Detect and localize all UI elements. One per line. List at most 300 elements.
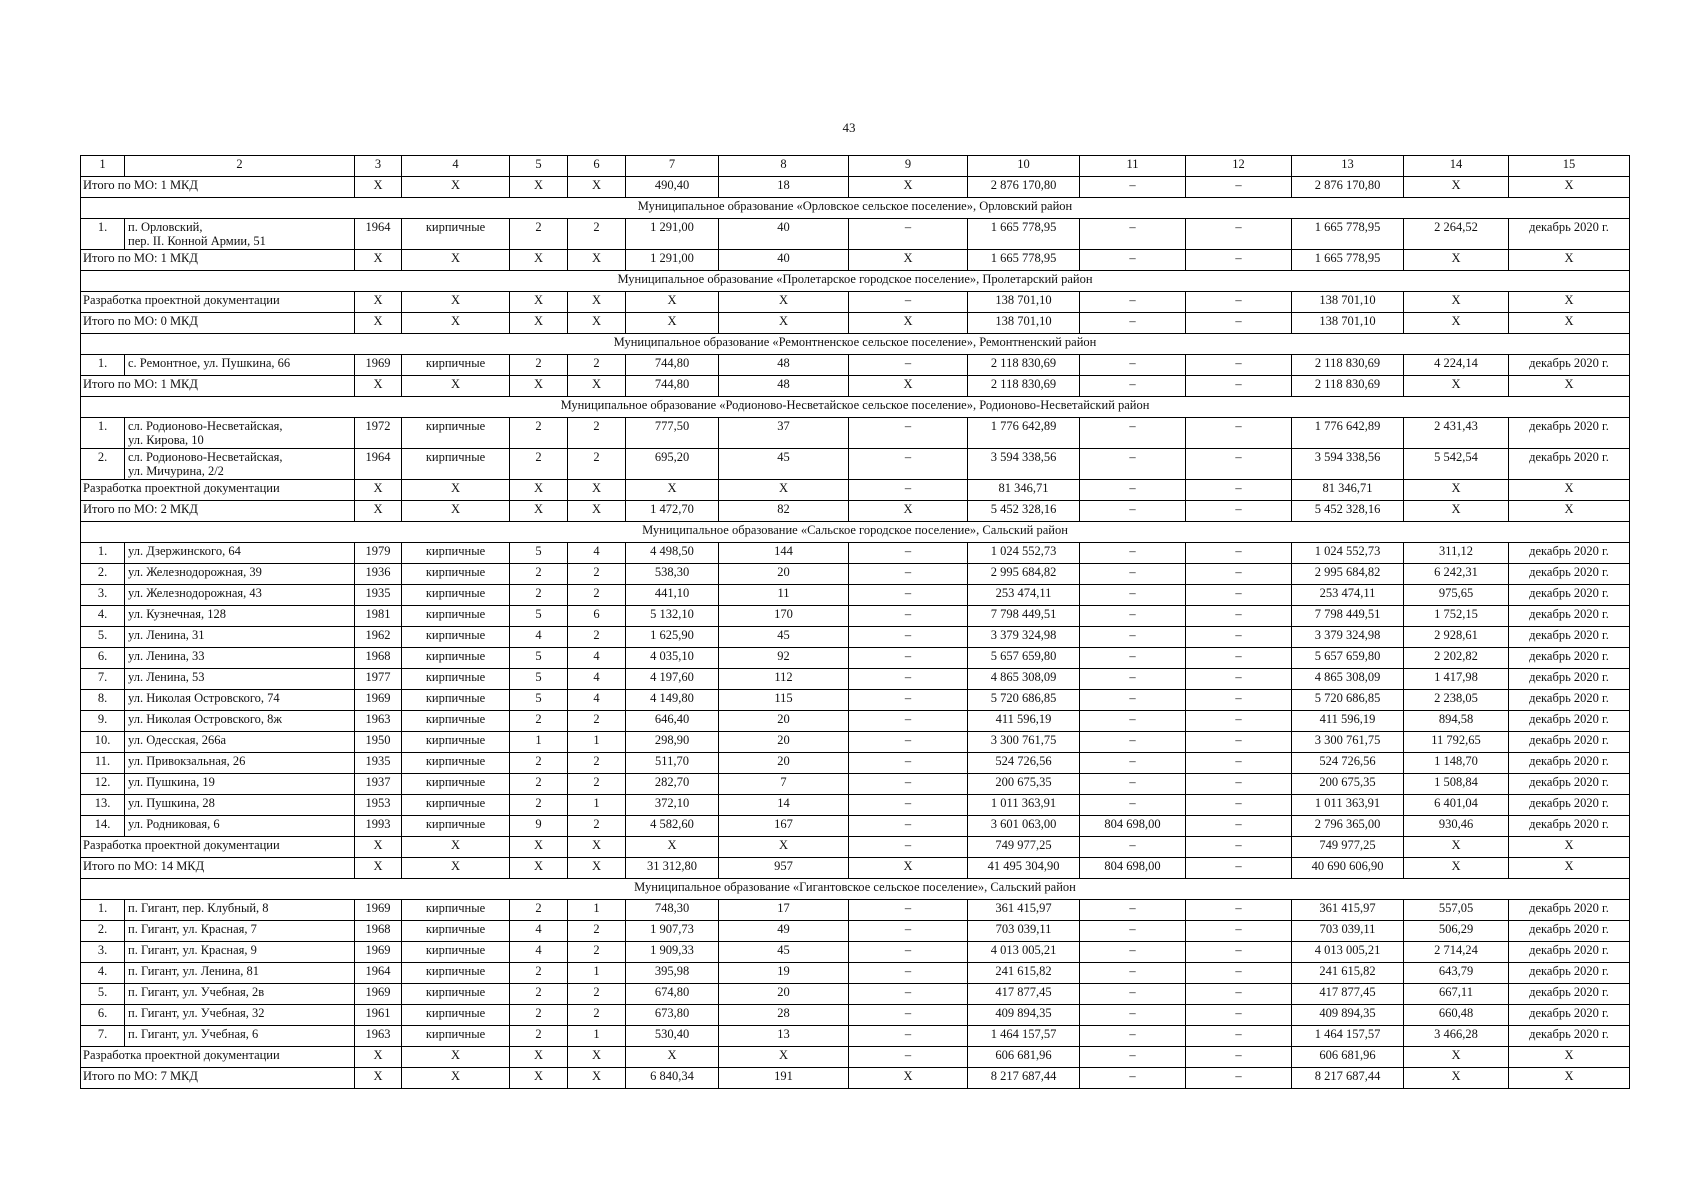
table-cell: –	[849, 921, 968, 942]
row-number-cell: 11.	[81, 753, 125, 774]
table-cell: кирпичные	[402, 606, 510, 627]
table-cell: 646,40	[626, 711, 719, 732]
table-cell: Х	[1509, 501, 1630, 522]
table-cell: Х	[510, 837, 568, 858]
table-cell: 40	[719, 219, 849, 250]
table-cell: 372,10	[626, 795, 719, 816]
table-cell: –	[1080, 774, 1186, 795]
table-cell: Х	[510, 858, 568, 879]
table-cell: –	[849, 984, 968, 1005]
table-cell: 138 701,10	[1292, 313, 1404, 334]
table-cell: –	[1080, 963, 1186, 984]
column-number-cell: 9	[849, 156, 968, 177]
table-cell: –	[1186, 732, 1292, 753]
table-cell: 253 474,11	[1292, 585, 1404, 606]
table-cell: 557,05	[1404, 900, 1509, 921]
table-cell: –	[849, 690, 968, 711]
table-cell: –	[849, 1026, 968, 1047]
table-cell: –	[849, 711, 968, 732]
table-cell: –	[1080, 921, 1186, 942]
table-cell: 7 798 449,51	[968, 606, 1080, 627]
table-row	[81, 564, 1630, 585]
table-cell: –	[849, 219, 968, 250]
table-cell: декабрь 2020 г.	[1509, 418, 1630, 449]
total-row	[81, 376, 1630, 397]
table-cell: 2	[568, 355, 626, 376]
table-cell: –	[1186, 1026, 1292, 1047]
address-line: ул. Дзержинского, 64	[128, 544, 241, 558]
column-number-cell: 15	[1509, 156, 1630, 177]
table-cell: 11 792,65	[1404, 732, 1509, 753]
table-cell: 2	[510, 963, 568, 984]
table-cell: 417 877,45	[1292, 984, 1404, 1005]
table-cell: кирпичные	[402, 774, 510, 795]
table-cell: 4 224,14	[1404, 355, 1509, 376]
table-cell: 3 379 324,98	[1292, 627, 1404, 648]
table-cell: Х	[402, 501, 510, 522]
address-cell	[125, 585, 355, 606]
table-cell: –	[1080, 690, 1186, 711]
table-cell: кирпичные	[402, 627, 510, 648]
table-cell: 1936	[355, 564, 402, 585]
table-cell: декабрь 2020 г.	[1509, 711, 1630, 732]
table-cell: Х	[1404, 376, 1509, 397]
table-cell: 749 977,25	[1292, 837, 1404, 858]
table-cell: кирпичные	[402, 711, 510, 732]
table-cell: 804 698,00	[1080, 858, 1186, 879]
table-cell: 511,70	[626, 753, 719, 774]
table-cell: 1964	[355, 449, 402, 480]
table-cell: –	[1080, 900, 1186, 921]
table-cell: 7 798 449,51	[1292, 606, 1404, 627]
table-cell: 3 466,28	[1404, 1026, 1509, 1047]
table-cell: 1950	[355, 732, 402, 753]
table-cell: 4	[568, 690, 626, 711]
table-cell: –	[1080, 1005, 1186, 1026]
table-row	[81, 690, 1630, 711]
address-line: ул. Николая Островского, 74	[128, 691, 280, 705]
table-cell: 2	[568, 774, 626, 795]
table-cell: 2 202,82	[1404, 648, 1509, 669]
table-cell: Х	[568, 376, 626, 397]
table-cell: 6 840,34	[626, 1068, 719, 1089]
table-cell: –	[849, 1005, 968, 1026]
table-cell: декабрь 2020 г.	[1509, 627, 1630, 648]
table-cell: 8 217 687,44	[968, 1068, 1080, 1089]
table-cell: кирпичные	[402, 732, 510, 753]
table-cell: 1 909,33	[626, 942, 719, 963]
table-cell: 1 907,73	[626, 921, 719, 942]
table-cell: 40 690 606,90	[1292, 858, 1404, 879]
table-cell: декабрь 2020 г.	[1509, 648, 1630, 669]
table-cell: 2 118 830,69	[1292, 376, 1404, 397]
table-cell: 200 675,35	[968, 774, 1080, 795]
table-cell: –	[849, 837, 968, 858]
table-cell: кирпичные	[402, 795, 510, 816]
table-cell: –	[1186, 963, 1292, 984]
table-cell: 1969	[355, 690, 402, 711]
table-cell: 14	[719, 795, 849, 816]
table-cell: 1 464 157,57	[968, 1026, 1080, 1047]
table-cell: Х	[568, 250, 626, 271]
address-cell	[125, 816, 355, 837]
table-cell: –	[1186, 858, 1292, 879]
table-cell: Х	[355, 250, 402, 271]
table-cell: 538,30	[626, 564, 719, 585]
address-line: ул. Мичурина, 2/2	[128, 464, 224, 478]
address-cell	[125, 669, 355, 690]
table-cell: –	[1080, 732, 1186, 753]
section-title-cell: Муниципальное образование «Родионово-Несветайское сельское поселение», Родионово-Несветайский район	[81, 397, 1630, 418]
address-cell	[125, 543, 355, 564]
table-cell: –	[1186, 774, 1292, 795]
table-cell: –	[1080, 648, 1186, 669]
table-cell: Х	[1404, 858, 1509, 879]
total-label-cell: Разработка проектной документации	[81, 837, 355, 858]
table-cell: кирпичные	[402, 690, 510, 711]
table-cell: –	[1080, 177, 1186, 198]
table-cell: Х	[719, 313, 849, 334]
table-cell: 2	[568, 816, 626, 837]
table-cell: 6	[568, 606, 626, 627]
table-cell: 1968	[355, 648, 402, 669]
total-row	[81, 292, 1630, 313]
total-row	[81, 1047, 1630, 1068]
table-cell: Х	[402, 376, 510, 397]
table-cell: 1 464 157,57	[1292, 1026, 1404, 1047]
table-row	[81, 753, 1630, 774]
table-cell: декабрь 2020 г.	[1509, 1005, 1630, 1026]
table-cell: –	[1186, 606, 1292, 627]
table-cell: 82	[719, 501, 849, 522]
table-cell: кирпичные	[402, 921, 510, 942]
table-cell: 703 039,11	[1292, 921, 1404, 942]
table-cell: 441,10	[626, 585, 719, 606]
table-cell: Х	[355, 376, 402, 397]
table-cell: Х	[1404, 1047, 1509, 1068]
table-cell: Х	[1404, 177, 1509, 198]
table-cell: 2 118 830,69	[968, 355, 1080, 376]
table-cell: Х	[355, 1047, 402, 1068]
table-cell: 2	[568, 921, 626, 942]
table-cell: 4	[568, 543, 626, 564]
address-line: ул. Ленина, 31	[128, 628, 205, 642]
address-line: ул. Родниковая, 6	[128, 817, 220, 831]
table-cell: Х	[510, 480, 568, 501]
table-cell: 1969	[355, 355, 402, 376]
table-cell: –	[1080, 313, 1186, 334]
municipality-section-row	[81, 198, 1630, 219]
table-cell: Х	[626, 1047, 719, 1068]
table-cell: 1963	[355, 1026, 402, 1047]
table-cell: 667,11	[1404, 984, 1509, 1005]
table-cell: Х	[626, 480, 719, 501]
table-cell: –	[1080, 376, 1186, 397]
address-line: п. Гигант, ул. Учебная, 2в	[128, 985, 265, 999]
table-cell: 3 594 338,56	[968, 449, 1080, 480]
address-cell	[125, 627, 355, 648]
table-cell: 3 300 761,75	[968, 732, 1080, 753]
table-cell: 2	[510, 564, 568, 585]
table-cell: кирпичные	[402, 449, 510, 480]
table-body	[81, 156, 1630, 1089]
address-line: сл. Родионово-Несветайская,	[128, 419, 283, 433]
address-line: п. Орловский,	[128, 220, 203, 234]
total-row	[81, 837, 1630, 858]
total-row	[81, 313, 1630, 334]
table-cell: Х	[1509, 177, 1630, 198]
table-cell: –	[1186, 292, 1292, 313]
address-cell	[125, 774, 355, 795]
table-cell: –	[1080, 585, 1186, 606]
table-cell: декабрь 2020 г.	[1509, 606, 1630, 627]
table-cell: 5 452 328,16	[968, 501, 1080, 522]
table-row	[81, 585, 1630, 606]
table-cell: –	[1186, 355, 1292, 376]
address-cell	[125, 1005, 355, 1026]
table-cell: Х	[1509, 376, 1630, 397]
table-row	[81, 984, 1630, 1005]
table-cell: –	[1080, 449, 1186, 480]
table-cell: –	[849, 648, 968, 669]
table-cell: 4 498,50	[626, 543, 719, 564]
column-number-cell: 7	[626, 156, 719, 177]
table-cell: 744,80	[626, 376, 719, 397]
total-label-cell: Итого по МО: 14 МКД	[81, 858, 355, 879]
table-cell: 894,58	[1404, 711, 1509, 732]
table-cell: –	[1186, 627, 1292, 648]
section-title-cell: Муниципальное образование «Ремонтненское сельское поселение», Ремонтненский район	[81, 334, 1630, 355]
section-title-cell: Муниципальное образование «Гигантовское сельское поселение», Сальский район	[81, 879, 1630, 900]
table-cell: 957	[719, 858, 849, 879]
table-cell: 409 894,35	[968, 1005, 1080, 1026]
table-cell: 2	[510, 585, 568, 606]
table-cell: –	[1080, 837, 1186, 858]
column-number-cell: 11	[1080, 156, 1186, 177]
table-cell: –	[1186, 480, 1292, 501]
table-cell: 5 720 686,85	[1292, 690, 1404, 711]
table-cell: Х	[355, 177, 402, 198]
table-cell: –	[1080, 1068, 1186, 1089]
table-cell: 18	[719, 177, 849, 198]
table-row	[81, 606, 1630, 627]
row-number-cell: 6.	[81, 1005, 125, 1026]
table-cell: –	[1186, 648, 1292, 669]
table-cell: Х	[1509, 250, 1630, 271]
table-cell: 2	[510, 1026, 568, 1047]
table-cell: 409 894,35	[1292, 1005, 1404, 1026]
table-cell: –	[849, 774, 968, 795]
table-cell: –	[1080, 627, 1186, 648]
table-cell: –	[849, 669, 968, 690]
table-cell: Х	[849, 177, 968, 198]
table-cell: 606 681,96	[968, 1047, 1080, 1068]
table-cell: 31 312,80	[626, 858, 719, 879]
table-cell: –	[1080, 480, 1186, 501]
table-cell: 19	[719, 963, 849, 984]
table-cell: кирпичные	[402, 984, 510, 1005]
table-cell: кирпичные	[402, 1026, 510, 1047]
table-cell: Х	[849, 313, 968, 334]
table-cell: –	[1186, 219, 1292, 250]
table-cell: 2 238,05	[1404, 690, 1509, 711]
table-row	[81, 942, 1630, 963]
table-cell: 3 300 761,75	[1292, 732, 1404, 753]
table-cell: –	[1186, 711, 1292, 732]
table-cell: 170	[719, 606, 849, 627]
table-cell: 2	[568, 585, 626, 606]
table-cell: Х	[849, 501, 968, 522]
address-line: п. Гигант, пер. Клубный, 8	[128, 901, 269, 915]
table-cell: 1	[568, 732, 626, 753]
table-cell: 138 701,10	[968, 292, 1080, 313]
table-row	[81, 1026, 1630, 1047]
table-cell: кирпичные	[402, 900, 510, 921]
table-cell: 1 291,00	[626, 219, 719, 250]
table-cell: декабрь 2020 г.	[1509, 1026, 1630, 1047]
table-cell: 5 542,54	[1404, 449, 1509, 480]
table-cell: 112	[719, 669, 849, 690]
column-number-cell: 13	[1292, 156, 1404, 177]
table-cell: –	[1186, 585, 1292, 606]
table-cell: 1	[568, 900, 626, 921]
table-cell: 2	[510, 418, 568, 449]
row-number-cell: 2.	[81, 564, 125, 585]
table-cell: Х	[626, 292, 719, 313]
total-label-cell: Итого по МО: 0 МКД	[81, 313, 355, 334]
table-cell: 1 472,70	[626, 501, 719, 522]
table-cell: 5 452 328,16	[1292, 501, 1404, 522]
row-number-cell: 13.	[81, 795, 125, 816]
row-number-cell: 5.	[81, 984, 125, 1005]
table-cell: 490,40	[626, 177, 719, 198]
table-cell: 167	[719, 816, 849, 837]
address-cell	[125, 900, 355, 921]
table-cell: Х	[1509, 313, 1630, 334]
row-number-cell: 8.	[81, 690, 125, 711]
row-number-cell: 1.	[81, 900, 125, 921]
table-cell: –	[1080, 564, 1186, 585]
table-cell: –	[1186, 669, 1292, 690]
table-cell: 2	[568, 564, 626, 585]
table-cell: –	[849, 900, 968, 921]
address-line: ул. Пушкина, 28	[128, 796, 215, 810]
address-cell	[125, 418, 355, 449]
table-cell: 6 242,31	[1404, 564, 1509, 585]
table-cell: 1 011 363,91	[1292, 795, 1404, 816]
table-cell: –	[1186, 1005, 1292, 1026]
table-cell: –	[1186, 564, 1292, 585]
table-cell: 2 714,24	[1404, 942, 1509, 963]
table-row	[81, 669, 1630, 690]
table-cell: 11	[719, 585, 849, 606]
table-cell: –	[849, 564, 968, 585]
table-cell: 1 752,15	[1404, 606, 1509, 627]
table-cell: –	[1186, 1068, 1292, 1089]
table-cell: декабрь 2020 г.	[1509, 585, 1630, 606]
table-cell: кирпичные	[402, 648, 510, 669]
table-cell: Х	[402, 1068, 510, 1089]
table-cell: кирпичные	[402, 585, 510, 606]
table-cell: кирпичные	[402, 963, 510, 984]
table-cell: Х	[719, 837, 849, 858]
table-cell: 4 149,80	[626, 690, 719, 711]
table-cell: –	[1186, 816, 1292, 837]
address-cell	[125, 606, 355, 627]
table-cell: 2	[510, 984, 568, 1005]
address-line: с. Ремонтное, ул. Пушкина, 66	[128, 356, 291, 370]
table-cell: 2	[510, 774, 568, 795]
table-cell: 1969	[355, 900, 402, 921]
table-cell: Х	[1404, 250, 1509, 271]
table-cell: 1 776 642,89	[1292, 418, 1404, 449]
row-number-cell: 7.	[81, 1026, 125, 1047]
table-cell: 3 379 324,98	[968, 627, 1080, 648]
table-cell: Х	[626, 313, 719, 334]
row-number-cell: 1.	[81, 355, 125, 376]
table-cell: Х	[510, 250, 568, 271]
table-cell: 4	[510, 942, 568, 963]
municipality-section-row	[81, 522, 1630, 543]
table-cell: 1953	[355, 795, 402, 816]
total-label-cell: Итого по МО: 1 МКД	[81, 177, 355, 198]
address-line: ул. Ленина, 53	[128, 670, 205, 684]
table-cell: 1979	[355, 543, 402, 564]
table-cell: 241 615,82	[968, 963, 1080, 984]
table-cell: 749 977,25	[968, 837, 1080, 858]
row-number-cell: 6.	[81, 648, 125, 669]
table-cell: 48	[719, 355, 849, 376]
address-cell	[125, 753, 355, 774]
table-cell: 115	[719, 690, 849, 711]
table-cell: декабрь 2020 г.	[1509, 816, 1630, 837]
table-cell: декабрь 2020 г.	[1509, 732, 1630, 753]
table-cell: –	[1080, 250, 1186, 271]
row-number-cell: 3.	[81, 942, 125, 963]
table-cell: 4 865 308,09	[1292, 669, 1404, 690]
table-cell: 1935	[355, 753, 402, 774]
table-cell: 4	[510, 921, 568, 942]
table-cell: Х	[1404, 480, 1509, 501]
table-row	[81, 543, 1630, 564]
address-line: ул. Одесская, 266а	[128, 733, 227, 747]
table-cell: Х	[510, 1068, 568, 1089]
table-row	[81, 732, 1630, 753]
table-cell: 1972	[355, 418, 402, 449]
table-cell: Х	[510, 313, 568, 334]
table-cell: Х	[719, 480, 849, 501]
table-cell: 48	[719, 376, 849, 397]
table-cell: 20	[719, 753, 849, 774]
table-cell: –	[849, 606, 968, 627]
address-line: п. Гигант, ул. Учебная, 32	[128, 1006, 265, 1020]
table-cell: –	[1080, 795, 1186, 816]
row-number-cell: 14.	[81, 816, 125, 837]
table-cell: 5	[510, 669, 568, 690]
table-cell: –	[1080, 1026, 1186, 1047]
table-row	[81, 774, 1630, 795]
table-cell: –	[1186, 753, 1292, 774]
table-cell: –	[1186, 690, 1292, 711]
table-cell: 2 928,61	[1404, 627, 1509, 648]
address-cell	[125, 795, 355, 816]
table-cell: Х	[1404, 292, 1509, 313]
table-row	[81, 711, 1630, 732]
table-cell: 200 675,35	[1292, 774, 1404, 795]
table-cell: –	[1186, 177, 1292, 198]
table-cell: Х	[1509, 837, 1630, 858]
table-cell: 695,20	[626, 449, 719, 480]
